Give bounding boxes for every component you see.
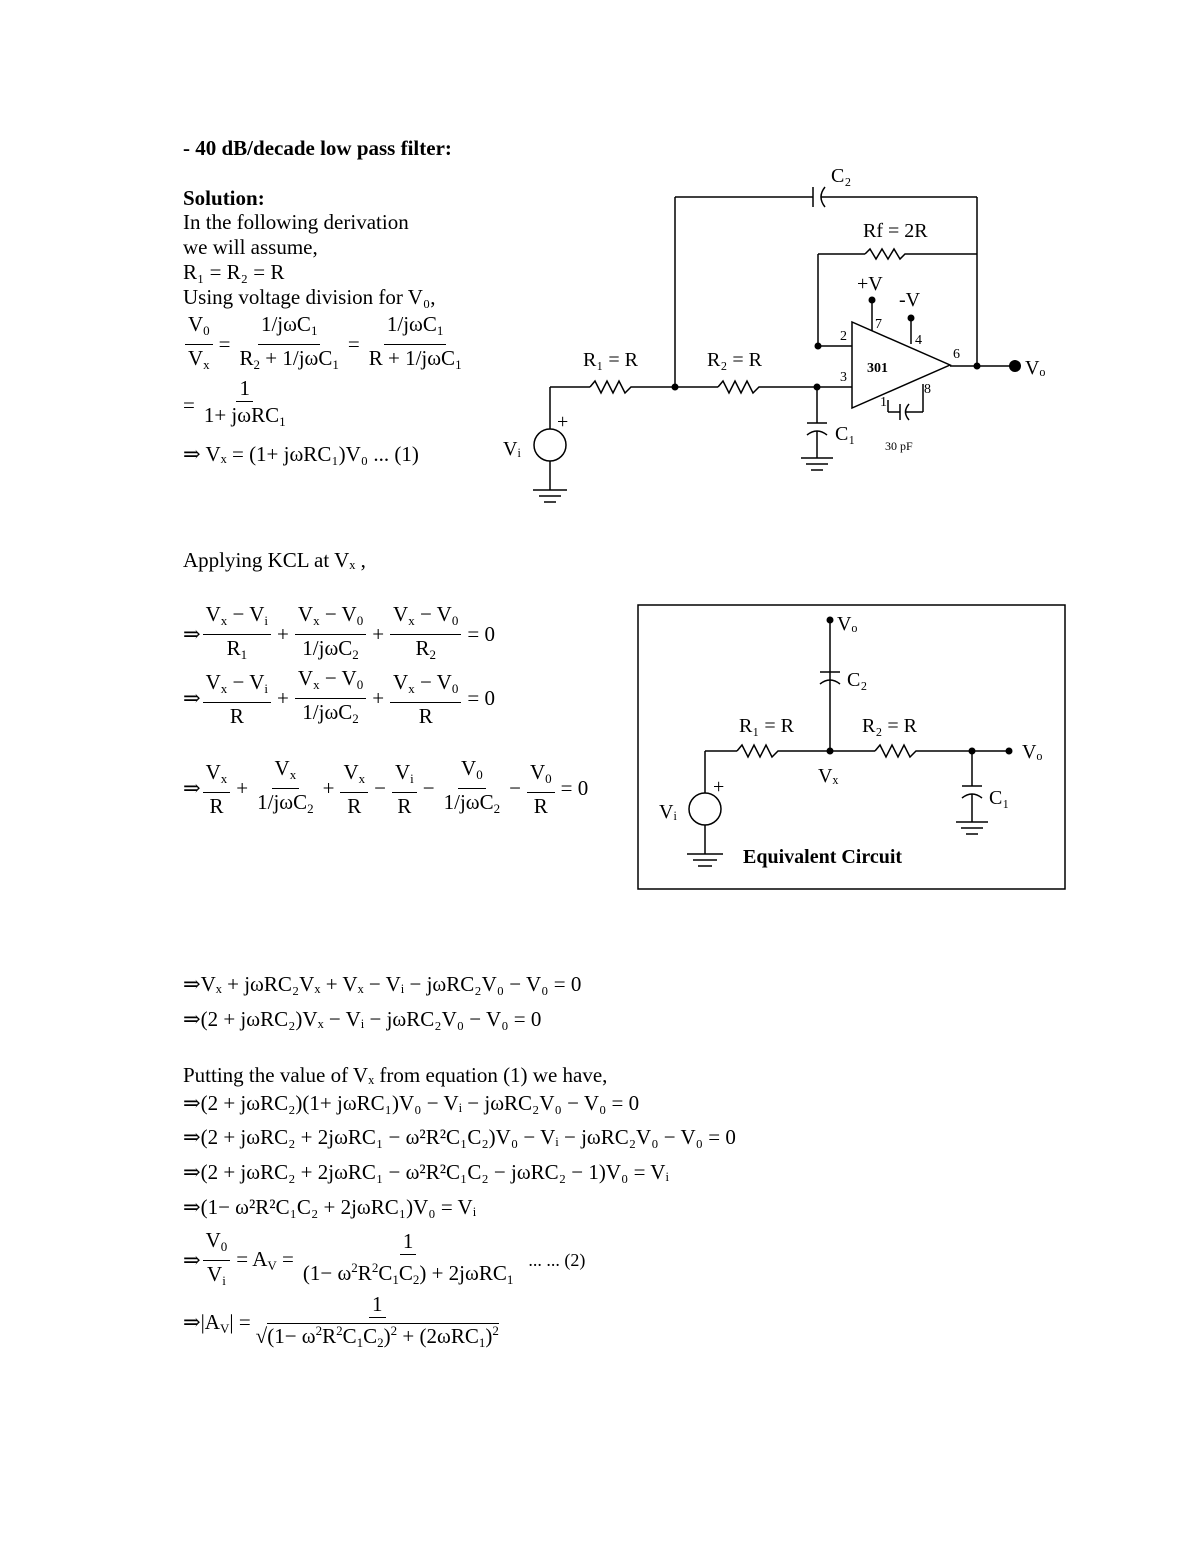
pin-8: 8 — [924, 382, 931, 397]
equation-2-tag: ... ... (2) — [528, 1250, 586, 1270]
cap-30pf-label: 30 pF — [885, 439, 913, 453]
equiv-vx-label: Vₓ — [818, 765, 839, 787]
derivation-line: ⇒(2 + jωRC₂)Vₓ − Vᵢ − jωRC₂V₀ − V₀ = 0 — [183, 1007, 542, 1031]
pin-1: 1 — [880, 395, 887, 410]
equiv-plus-sign: + — [713, 776, 725, 798]
r1-label: R₁ = R — [583, 349, 638, 371]
intro-line: In the following derivation — [183, 210, 409, 234]
page-title: - 40 dB/decade low pass filter: — [183, 136, 452, 160]
kcl-text: Applying KCL at Vₓ , — [183, 548, 366, 572]
pin-6: 6 — [953, 347, 960, 362]
vi-label: Vᵢ — [503, 438, 521, 460]
active-filter-circuit — [495, 160, 1085, 510]
kcl-equation-1: ⇒ $\frac{V_x - V_i}{R_1}$ + $\frac{V_x - V_0}{1/j\omega C_2}$ + $\frac{V_x - V_0}{R_2}$ = 0 — [183, 602, 495, 662]
derivation-line: ⇒(2 + jωRC₂ + 2jωRC₁ − ω²R²C₁C₂)V₀ − Vᵢ − jωRC₂V₀ − V₀ = 0 — [183, 1125, 736, 1149]
voltage-division-equation: $\frac{V_0}{V_x}$ = $\frac{1/j\omega C_1}{R_2 + 1/j\omega C_1}$ = $\frac{1/j\omega C_1}{R + 1/j\omega C_1}$ — [183, 312, 467, 377]
vplus-label: +V — [857, 273, 883, 295]
equiv-c2-label: C₂ — [847, 669, 868, 691]
vminus-label: -V — [899, 289, 921, 311]
solution-heading: Solution: — [183, 186, 265, 210]
equiv-c1-label: C₁ — [989, 787, 1010, 809]
kcl-equation-2: ⇒ $\frac{V_x - V_i}{R}$ + $\frac{V_x - V_0}{1/j\omega C_2}$ + $\frac{V_x - V_0}{R}$ = 0 — [183, 666, 495, 728]
derivation-line: ⇒(2 + jωRC₂ + 2jωRC₁ − ω²R²C₁C₂ − jωRC₂ − 1)V₀ = Vᵢ — [183, 1160, 669, 1184]
c2-label: C₂ — [831, 165, 852, 187]
derivation-line: ⇒(2 + jωRC₂)(1+ jωRC₁)V₀ − Vᵢ − jωRC₂V₀ − V₀ = 0 — [183, 1091, 640, 1115]
rf-label: Rf = 2R — [863, 220, 928, 242]
equiv-vo-right: Vₒ — [1022, 741, 1043, 763]
vo-label: Vₒ — [1025, 357, 1046, 379]
equiv-caption: Equivalent Circuit — [743, 846, 903, 868]
c1-label: C₁ — [835, 423, 856, 445]
equivalent-circuit — [637, 604, 1067, 891]
pin-2: 2 — [840, 329, 847, 344]
intro-line: we will assume, — [183, 235, 318, 259]
intro-line: R₁ = R₂ = R — [183, 260, 285, 284]
gain-magnitude-equation: $\Rightarrow|A_V|$ = $\frac{1}{√(1- \omega^2R^2C_1C_2)^2 + (2\omega RC_1)^2}$ — [183, 1292, 499, 1350]
vi-plus-sign: + — [557, 411, 569, 433]
equiv-r1-label: R₁ = R — [739, 715, 794, 737]
equation-1: ⇒ Vₓ = (1+ jωRC₁)V₀ ... (1) — [183, 442, 419, 466]
r2-label: R₂ = R — [707, 349, 762, 371]
kcl-equation-3: ⇒ $\frac{V_x}{R}$ + $\frac{V_x}{1/j\omega C_2}$ + $\frac{V_x}{R}$ − $\frac{V_i}{R}$ − $\frac{V_0}{1/j\omega C_2}$ − $\frac{V_0}{R}$ = 0 — [183, 756, 589, 818]
putting-text: Putting the value of Vₓ from equation (1) we have, — [183, 1063, 608, 1087]
voltage-division-result: = $\frac{1}{1+ j\omega RC_1}$ — [183, 376, 286, 429]
pin-4: 4 — [915, 333, 922, 348]
derivation-line: ⇒Vₓ + jωRC₂Vₓ + Vₓ − Vᵢ − jωRC₂V₀ − V₀ = 0 — [183, 972, 582, 996]
opamp-label: 301 — [867, 361, 888, 376]
pin-7: 7 — [875, 317, 882, 332]
pin-3: 3 — [840, 370, 847, 385]
gain-equation: ⇒ $\frac{V_0}{V_i}$ = $A_V$ = $\frac{1}{(1- \omega^2R^2C_1C_2) + 2j\omega RC_1}$ ... ... (2) — [183, 1228, 586, 1288]
equiv-r2-label: R₂ = R — [862, 715, 917, 737]
derivation-line: ⇒(1− ω²R²C₁C₂ + 2jωRC₁)V₀ = Vᵢ — [183, 1195, 477, 1219]
equiv-vi-label: Vᵢ — [659, 801, 677, 823]
intro-line: Using voltage division for V₀, — [183, 285, 436, 309]
equiv-vo-top: Vₒ — [837, 613, 858, 635]
